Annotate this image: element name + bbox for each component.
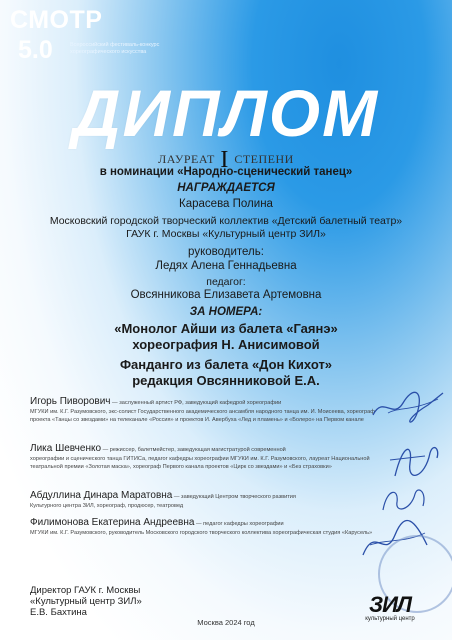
signature-2-icon <box>385 438 445 482</box>
laureate-right: СТЕПЕНИ <box>234 152 294 166</box>
nomination: в номинации «Народно-сценический танец» <box>99 166 353 178</box>
festival-logo <box>10 6 160 64</box>
teacher-name: Овсянникова Елизавета Артемовна <box>130 289 322 301</box>
juror-desc-rest: МГУКИ им. К.Г. Разумовского, экс-солист Государственного академического ансамбля народного танца им. И. Моисеева, хореограф проекта «Танцы со звездами» на телеканале «Россия» и проектов И. Авербуха «Лед и пламень» и «Болеро» на Первом канале <box>30 409 375 423</box>
juror-name: Филимонова Екатерина Андреевна <box>30 517 195 528</box>
zil-logo <box>355 594 425 622</box>
diploma-title: ДИПЛОМ <box>72 76 380 150</box>
awarded-label: НАГРАЖДАЕТСЯ <box>177 182 275 194</box>
number1-title: «Монолог Айши из балета «Гаянэ» <box>114 321 338 336</box>
juror-desc: — режиссер, балетмейстер, заведующая магистратурой современной <box>101 447 286 453</box>
leader-label: руководитель: <box>188 246 264 258</box>
logo-version: 5.0 <box>18 36 53 64</box>
logo-name: СМОТР <box>10 6 103 34</box>
laureate-roman: I <box>220 147 229 173</box>
logo-subtitle: Всероссийский фестиваль-конкурс хореографического искусства <box>70 42 160 55</box>
juror-2 <box>30 441 375 471</box>
zil-mark: ЗИЛ <box>368 592 412 617</box>
juror-name: Игорь Пиворович <box>30 396 111 407</box>
teacher-label: педагог: <box>206 276 246 288</box>
number2-title: Фанданго из балета «Дон Кихот» <box>119 357 333 372</box>
leader-name: Ледях Алена Геннадьевна <box>155 260 297 272</box>
juror-name: Лика Шевченко <box>30 443 102 454</box>
juror-1 <box>30 394 375 424</box>
juror-desc-rest: МГУКИ им. К.Г. Разумовского, руководитель Московского городского творческого коллектива хореографическая студия «Карусель» <box>30 530 373 536</box>
director-line3: Е.В. Бахтина <box>30 607 87 618</box>
juror-desc: — заведующий Центром творческого развития <box>172 494 296 500</box>
numbers-label: ЗА НОМЕРА: <box>189 306 263 318</box>
city-year: Москва 2024 год <box>197 618 255 627</box>
signature-3-icon <box>375 480 435 520</box>
signature-1-icon <box>368 385 448 425</box>
laureate-left: ЛАУРЕАТ <box>158 152 215 166</box>
awardee-name: Карасева Полина <box>179 198 273 210</box>
director-line2: «Культурный центр ЗИЛ» <box>30 596 142 607</box>
collective-line2: ГАУК г. Москвы «Культурный центр ЗИЛ» <box>126 228 326 240</box>
juror-desc-rest: хореографии и сценического танца ГИТИСа, педагог кафедры хореографии МГУКИ им. К.Г. Разумовского, лауреат Национальной театральной премии «Золотая маска», хореограф Первого канала проектов «Цирк со звездами» и «Без страховки» <box>30 456 370 470</box>
number1-credit: хореография Н. Анисимовой <box>132 337 320 352</box>
collective-line1: Московский городской творческий коллектив «Детский балетный театр» <box>49 215 403 227</box>
juror-desc: — педагог кафедры хореографии <box>194 521 284 527</box>
director-line1: Директор ГАУК г. Москвы <box>30 585 141 596</box>
juror-name: Абдуллина Динара Маратовна <box>30 490 173 501</box>
juror-3 <box>30 488 375 511</box>
juror-desc-rest: Культурного центра ЗИЛ, хореограф, продюсер, театровед <box>30 503 184 509</box>
zil-caption: культурный центр <box>365 616 415 622</box>
director-block <box>30 585 142 618</box>
juror-4 <box>30 515 375 538</box>
juror-desc: — заслуженный артист РФ, заведующий кафедрой хореографии <box>110 400 282 406</box>
number2-credit: редакция Овсянниковой Е.А. <box>132 373 320 388</box>
